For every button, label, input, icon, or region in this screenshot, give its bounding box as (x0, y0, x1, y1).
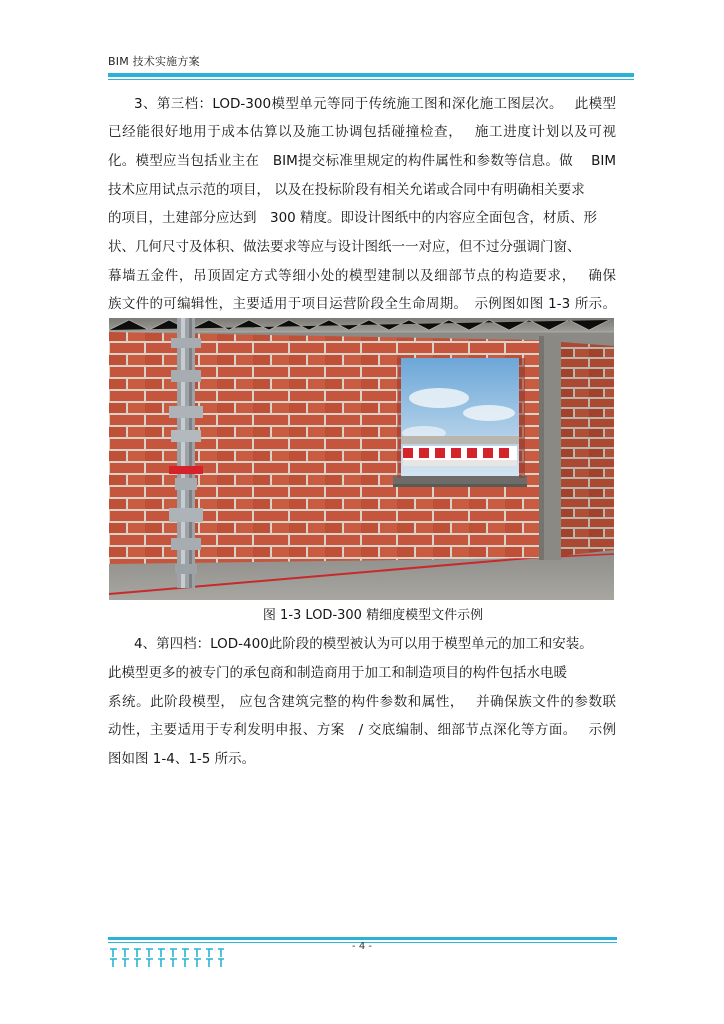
window-sill (393, 476, 527, 484)
header-rule-thin (108, 79, 634, 80)
paragraph-line: 化。模型应当包括业主在 BIM提交标准里规定的构件属性和参数等信息。做 BIM (108, 153, 616, 169)
paragraph-line: 此模型更多的被专门的承包商和制造商用于加工和制造项目的构件包括水电暖 (108, 665, 567, 681)
paragraph-line: 幕墙五金件，吊顶固定方式等细小处的模型建制以及细部节点的构造要求， 确保 (108, 268, 616, 284)
figure-lod300-model (109, 318, 614, 600)
header-title: BIM 技术实施方案 (108, 55, 200, 68)
paragraph-line: 3、第三档：LOD-300模型单元等同于传统施工图和深化施工图层次。 此模型 (134, 96, 616, 112)
safety-barriers (403, 446, 517, 466)
footer-pattern-icon (108, 946, 226, 970)
paragraph-line: 族文件的可编辑性，主要适用于项目运营阶段全生命周期。 示例图如图 1-3 所示。 (108, 296, 616, 312)
paragraph-line: 图如图 1-4、1-5 所示。 (108, 751, 256, 767)
paragraph-line: 状、几何尺寸及体积、做法要求等应与设计图纸一一对应，但不过分强调门窗、 (108, 239, 581, 255)
paragraph-line: 技术应用试点示范的项目， 以及在投标阶段有相关允诺或合同中有明确相关要求 (108, 182, 585, 198)
header-rule (108, 73, 634, 77)
paragraph-line: 动性，主要适用于专利发明申报、方案 / 交底编制、细部节点深化等方面。 示例 (108, 722, 616, 738)
paragraph-line: 已经能很好地用于成本估算以及施工协调包括碰撞检查， 施工进度计划以及可视 (108, 124, 616, 140)
footer-rule (108, 937, 617, 940)
paragraph-line: 系统。此阶段模型， 应包含建筑完整的构件参数和属性， 并确保族文件的参数联 (108, 694, 616, 710)
page-number: - 4 - (352, 941, 372, 952)
paragraph-line: 的项目，土建部分应达到 300 精度。即设计图纸中的内容应全面包含，材质、形 (108, 210, 598, 226)
paragraph-line: 4、第四档：LOD-400此阶段的模型被认为可以用于模型单元的加工和安装。 (134, 636, 593, 652)
figure-caption: 图 1-3 LOD-300 精细度模型文件示例 (262, 608, 484, 623)
